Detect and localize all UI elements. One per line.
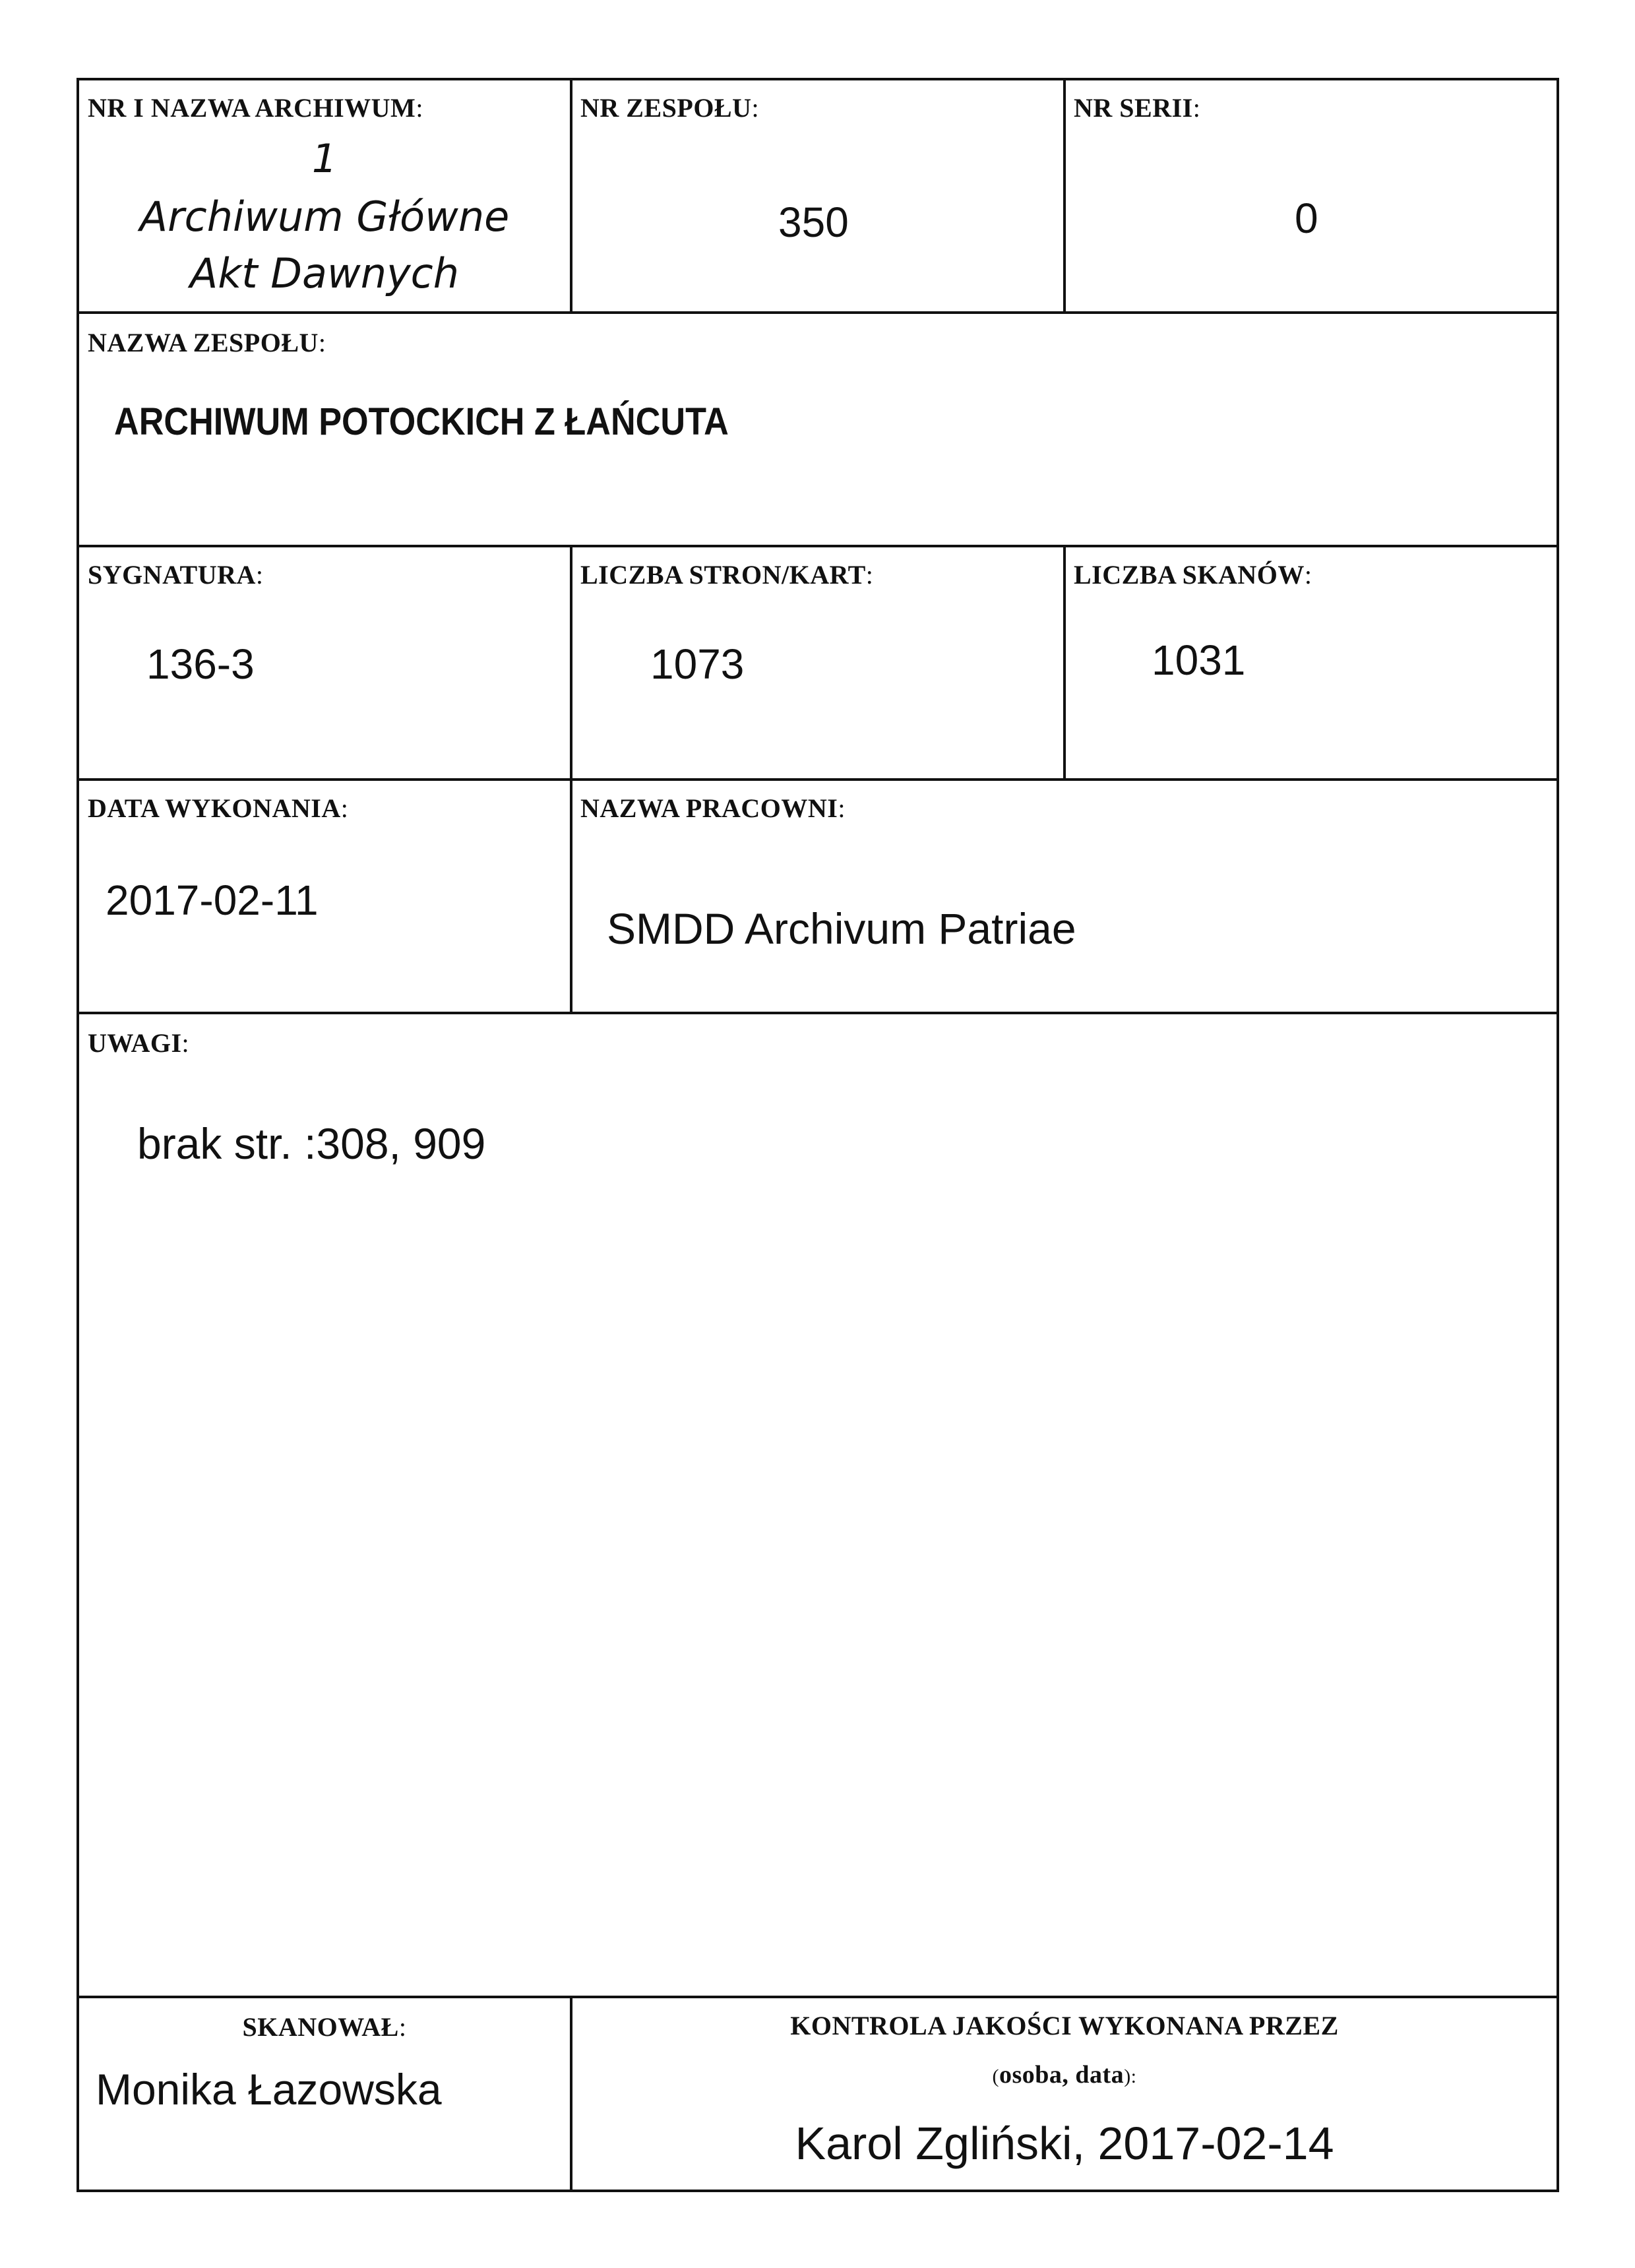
notes-label: UWAGI: xyxy=(88,1028,190,1058)
archive-number: 1 xyxy=(311,136,338,182)
notes-value: brak str. :308, 909 xyxy=(137,1119,486,1168)
date-done-label: DATA WYKONANIA: xyxy=(88,793,349,823)
quality-control-sublabel: (osoba, data): xyxy=(992,2061,1137,2089)
pages-count-value: 1073 xyxy=(650,640,745,688)
scanned-by-label: SKANOWAŁ: xyxy=(242,2012,407,2042)
date-done-value: 2017-02-11 xyxy=(106,876,319,924)
pages-count-label: LICZBA STRON/KART: xyxy=(580,560,874,590)
archive-name-line1: Archiwum Główne xyxy=(139,193,510,241)
scanned-by-value: Monika Łazowska xyxy=(96,2065,442,2114)
signature-label: SYGNATURA: xyxy=(88,560,264,590)
archive-name-line2: Akt Dawnych xyxy=(189,249,460,297)
fonds-number-label: NR ZESPOŁU: xyxy=(580,93,760,123)
scans-count-label: LICZBA SKANÓW: xyxy=(1074,560,1312,590)
quality-control-value: Karol Zgliński, 2017-02-14 xyxy=(795,2118,1334,2169)
workshop-value: SMDD Archivum Patriae xyxy=(607,904,1076,953)
scans-count-value: 1031 xyxy=(1152,636,1246,684)
fonds-name-label: NAZWA ZESPOŁU: xyxy=(88,328,326,357)
series-number-value: 0 xyxy=(1295,195,1318,242)
fonds-number-value: 350 xyxy=(778,199,849,246)
signature-value: 136-3 xyxy=(146,640,255,688)
archive-label: NR I NAZWA ARCHIWUM: xyxy=(88,93,423,123)
series-number-label: NR SERII: xyxy=(1074,93,1201,123)
workshop-label: NAZWA PRACOWNI: xyxy=(580,793,846,823)
quality-control-label: KONTROLA JAKOŚCI WYKONANA PRZEZ xyxy=(790,2011,1339,2040)
fonds-name-value: ARCHIWUM POTOCKICH Z ŁAŃCUTA xyxy=(114,400,729,443)
